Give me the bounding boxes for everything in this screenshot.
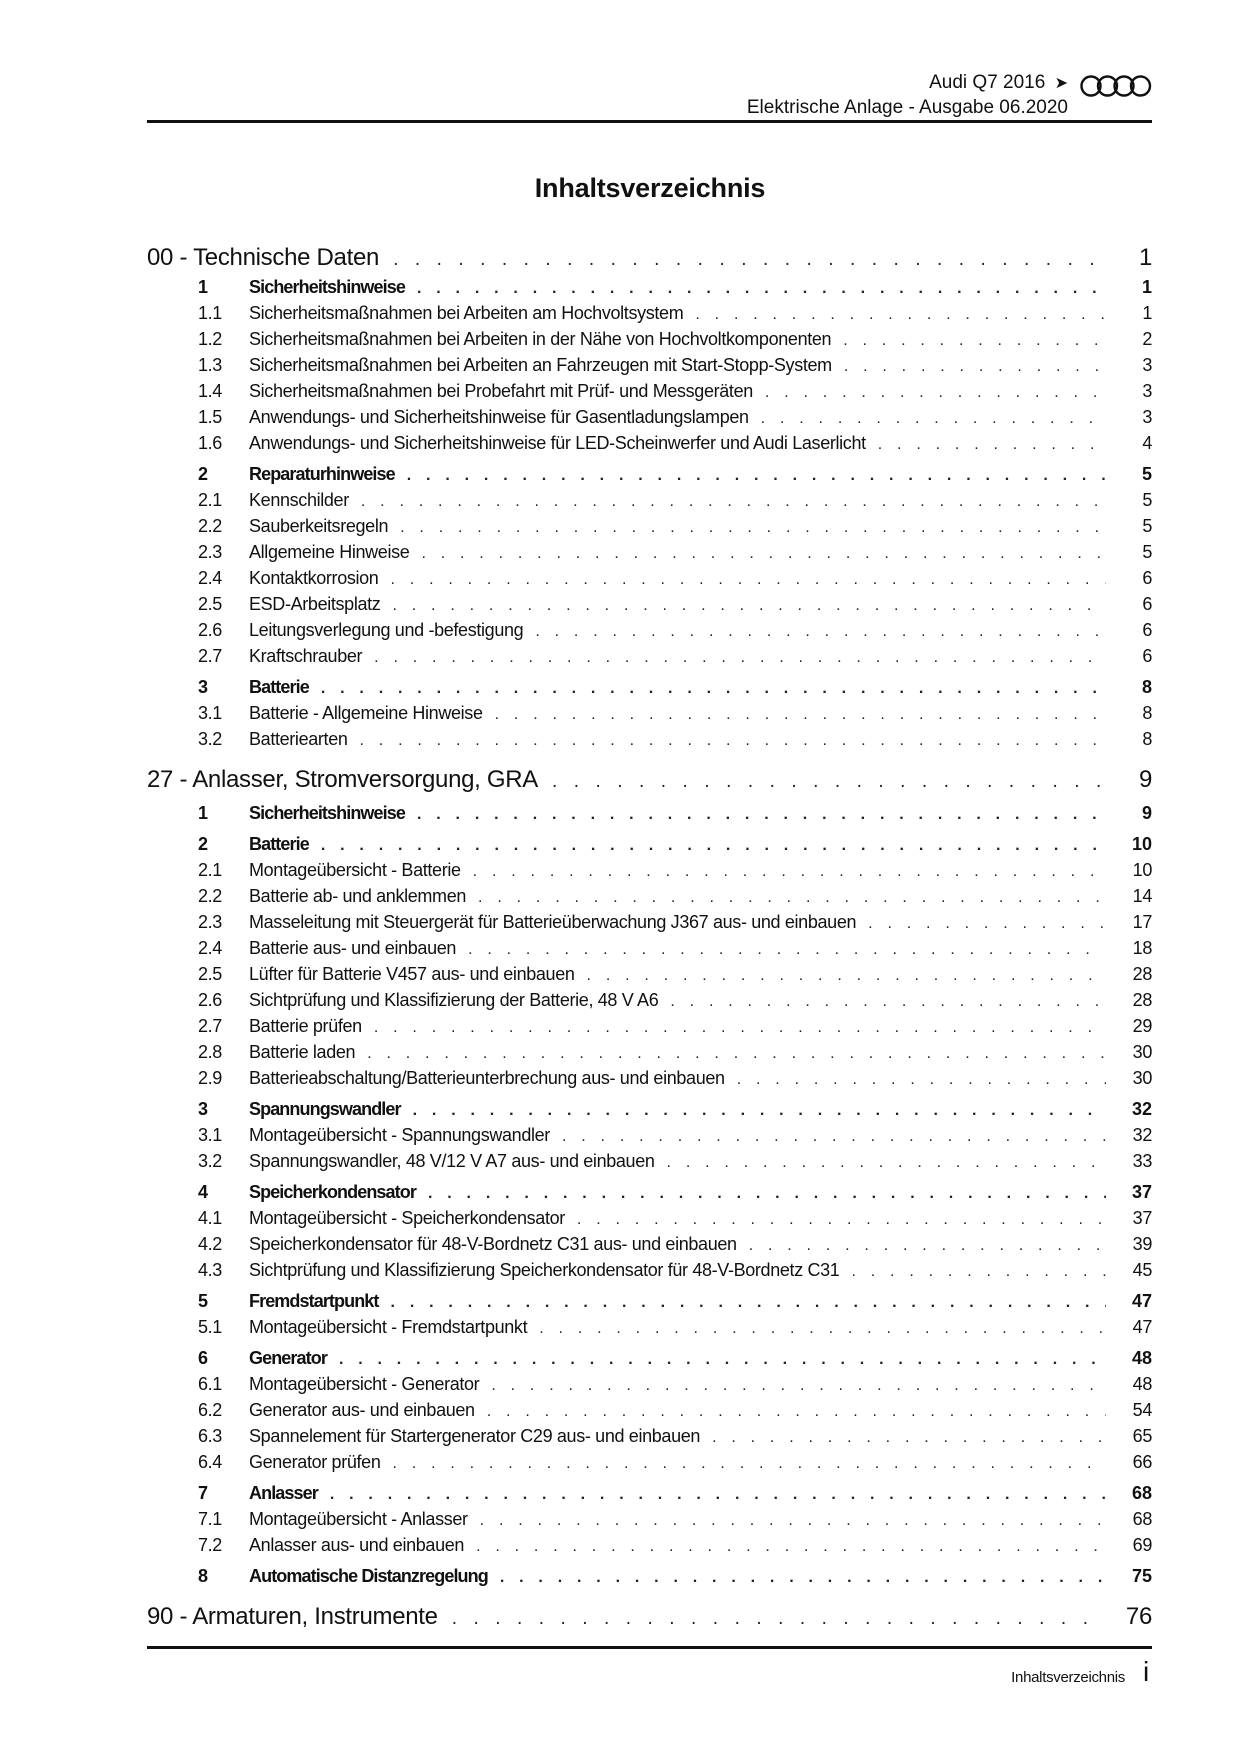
toc-entry-title: Speicherkondensator für 48-V-Bordnetz C31 aus- und einbauen	[249, 1231, 749, 1257]
toc-entry-number: 4.1	[198, 1208, 222, 1228]
toc-entry-number: 1	[198, 277, 209, 297]
dot-leader	[321, 676, 1106, 700]
toc-page-number: 48	[1132, 1374, 1152, 1394]
toc-page-number: 47	[1132, 1317, 1152, 1337]
toc-entry-title: Anwendungs- und Sicherheitshinweise für LED-Scheinwerfer und Audi Laserlicht	[249, 430, 878, 456]
toc-entry-title: Kontaktkorrosion	[249, 565, 390, 591]
toc-entry-title: Batterie aus- und einbauen	[249, 935, 468, 961]
toc-page-number: 68	[1131, 1483, 1152, 1503]
toc-chapter-title: 90 - Armaturen, Instrumente	[147, 1602, 452, 1632]
dot-leader	[552, 767, 1102, 795]
toc-entry-title: Sichtprüfung und Klassifizierung der Batterie, 48 V A6	[249, 987, 670, 1013]
toc-entry-title: Batterie	[249, 674, 321, 700]
toc-entry-number: 2.7	[198, 646, 222, 666]
toc-section[interactable]	[147, 274, 1152, 300]
toc-entry-title: Sicherheitshinweise	[249, 274, 417, 300]
toc-page-number: 39	[1132, 1234, 1152, 1254]
toc-entry-number: 1.5	[198, 407, 222, 427]
toc-subsection[interactable]	[147, 300, 1152, 326]
toc-entry-title: Batterie - Allgemeine Hinweise	[249, 700, 495, 726]
dot-leader	[374, 645, 1106, 669]
toc-entry-title: Batterie prüfen	[249, 1013, 374, 1039]
toc-entry-title: Generator	[249, 1345, 339, 1371]
toc-subsection[interactable]	[147, 487, 1152, 513]
toc-subsection[interactable]	[147, 1231, 1152, 1257]
toc-entry-title: Fremdstartpunkt	[249, 1288, 391, 1314]
toc-subsection[interactable]	[147, 643, 1152, 669]
toc-page-number: 14	[1132, 886, 1152, 906]
toc-entry-title: Allgemeine Hinweise	[249, 539, 421, 565]
toc-entry-number: 6	[198, 1348, 209, 1368]
toc-subsection[interactable]	[147, 1039, 1152, 1065]
toc-entry-number: 7	[198, 1483, 209, 1503]
toc-entry-number: 3.2	[198, 729, 222, 749]
toc-entry-number: 2.2	[198, 516, 222, 536]
toc-subsection[interactable]	[147, 378, 1152, 404]
dot-leader	[500, 1565, 1106, 1589]
dot-leader	[535, 619, 1106, 643]
toc-subsection[interactable]	[147, 1257, 1152, 1283]
toc-subsection[interactable]	[147, 591, 1152, 617]
toc-entry-number: 2	[198, 464, 209, 484]
toc-page-number: 32	[1131, 1099, 1152, 1119]
toc-page-number: 5	[1142, 542, 1152, 562]
table-of-contents	[147, 243, 1152, 1632]
toc-subsection[interactable]	[147, 352, 1152, 378]
toc-page-number: 32	[1132, 1125, 1152, 1145]
toc-subsection[interactable]	[147, 513, 1152, 539]
dot-leader	[480, 1508, 1106, 1532]
toc-entry-title: Batterie	[249, 831, 321, 857]
toc-subsection[interactable]	[147, 1122, 1152, 1148]
toc-page-number: 10	[1132, 860, 1152, 880]
toc-entry-number: 5	[198, 1291, 209, 1311]
dot-leader	[478, 885, 1106, 909]
page-header	[147, 60, 1152, 122]
header-model-text: Audi Q7 2016	[929, 72, 1046, 93]
toc-page-number: 76	[1125, 1603, 1152, 1630]
toc-page-number: 1	[1142, 303, 1152, 323]
toc-chapter-title: 27 - Anlasser, Stromversorgung, GRA	[147, 765, 552, 795]
toc-entry-title: Sicherheitsmaßnahmen bei Probefahrt mit Prüf- und Messgeräten	[249, 378, 765, 404]
toc-entry-title: Anlasser	[249, 1480, 330, 1506]
toc-subsection[interactable]	[147, 404, 1152, 430]
toc-entry-number: 1	[198, 803, 209, 823]
toc-page-number: 10	[1131, 834, 1152, 854]
dot-leader	[476, 1534, 1106, 1558]
toc-entry-title: Montageübersicht - Fremdstartpunkt	[249, 1314, 539, 1340]
toc-entry-number: 3.1	[198, 703, 222, 723]
toc-subsection[interactable]	[147, 909, 1152, 935]
toc-section[interactable]	[147, 800, 1152, 826]
dot-leader	[712, 1425, 1106, 1449]
toc-entry-number: 6.4	[198, 1452, 222, 1472]
toc-subsection[interactable]	[147, 1371, 1152, 1397]
toc-entry-number: 1.6	[198, 433, 222, 453]
toc-entry-title: Batterie laden	[249, 1039, 367, 1065]
dot-leader	[868, 911, 1106, 935]
toc-entry-number: 2	[198, 834, 209, 854]
toc-page-number: 37	[1131, 1182, 1152, 1202]
toc-entry-title: Batterie ab- und anklemmen	[249, 883, 478, 909]
toc-page-number: 3	[1142, 407, 1152, 427]
toc-entry-number: 2.7	[198, 1016, 222, 1036]
dot-leader	[367, 1041, 1106, 1065]
toc-entry-title: Montageübersicht - Anlasser	[249, 1506, 480, 1532]
toc-page-number: 37	[1132, 1208, 1152, 1228]
toc-subsection[interactable]	[147, 565, 1152, 591]
toc-page-number: 6	[1142, 568, 1152, 588]
toc-page-number: 30	[1132, 1042, 1152, 1062]
toc-page-number: 66	[1132, 1452, 1152, 1472]
toc-entry-title: Reparaturhinweise	[249, 461, 407, 487]
toc-section[interactable]	[147, 831, 1152, 857]
toc-entry-title: Spannelement für Startergenerator C29 aus- und einbauen	[249, 1423, 712, 1449]
footer-page-number: i	[1143, 1656, 1150, 1687]
toc-page-number: 18	[1132, 938, 1152, 958]
toc-page-number: 69	[1132, 1535, 1152, 1555]
toc-entry-number: 5.1	[198, 1317, 222, 1337]
dot-leader	[392, 593, 1106, 617]
toc-entry-title: Sauberkeitsregeln	[249, 513, 400, 539]
toc-chapter[interactable]	[147, 243, 1152, 273]
dot-leader	[878, 432, 1106, 456]
toc-subsection[interactable]	[147, 539, 1152, 565]
toc-entry-number: 1.1	[198, 303, 222, 323]
toc-subsection[interactable]	[147, 617, 1152, 643]
toc-entry-title: Sicherheitshinweise	[249, 800, 417, 826]
dot-leader	[737, 1067, 1106, 1091]
toc-page-number: 28	[1132, 990, 1152, 1010]
toc-entry-number: 2.5	[198, 594, 222, 614]
toc-subsection[interactable]	[147, 1148, 1152, 1174]
toc-subsection[interactable]	[147, 1065, 1152, 1091]
toc-entry-number: 2.9	[198, 1068, 222, 1088]
toc-page-number: 8	[1141, 677, 1152, 697]
dot-leader	[400, 515, 1106, 539]
toc-entry-title: Generator prüfen	[249, 1449, 392, 1475]
toc-entry-title: ESD-Arbeitsplatz	[249, 591, 392, 617]
toc-subsection[interactable]	[147, 1013, 1152, 1039]
toc-page-number: 54	[1132, 1400, 1152, 1420]
toc-subsection[interactable]	[147, 1532, 1152, 1558]
toc-entry-number: 2.5	[198, 964, 222, 984]
toc-entry-number: 4	[198, 1182, 209, 1202]
toc-page-number: 6	[1142, 620, 1152, 640]
dot-leader	[495, 702, 1106, 726]
toc-page-number: 28	[1132, 964, 1152, 984]
toc-section[interactable]	[147, 1563, 1152, 1589]
footer-rule	[147, 1646, 1152, 1649]
toc-entry-number: 8	[198, 1566, 209, 1586]
toc-subsection[interactable]	[147, 1423, 1152, 1449]
toc-entry-number: 2.4	[198, 568, 222, 588]
dot-leader	[562, 1124, 1106, 1148]
toc-entry-title: Batteriearten	[249, 726, 360, 752]
toc-entry-title: Kraftschrauber	[249, 643, 374, 669]
toc-entry-number: 2.6	[198, 620, 222, 640]
toc-page-number: 5	[1142, 490, 1152, 510]
toc-entry-number: 6.1	[198, 1374, 222, 1394]
toc-section[interactable]	[147, 461, 1152, 487]
toc-entry-title: Leitungsverlegung und -befestigung	[249, 617, 535, 643]
dot-leader	[587, 963, 1106, 987]
toc-page-number: 8	[1142, 729, 1152, 749]
toc-chapter[interactable]	[147, 1602, 1152, 1632]
dot-leader	[417, 276, 1106, 300]
toc-entry-title: Speicherkondensator	[249, 1179, 428, 1205]
toc-subsection[interactable]	[147, 1506, 1152, 1532]
toc-entry-number: 2.4	[198, 938, 222, 958]
toc-subsection[interactable]	[147, 1449, 1152, 1475]
toc-page-number: 6	[1142, 594, 1152, 614]
toc-page-number: 2	[1142, 329, 1152, 349]
toc-entry-number: 1.3	[198, 355, 222, 375]
toc-page-number: 45	[1132, 1260, 1152, 1280]
dot-leader	[761, 406, 1106, 430]
toc-entry-number: 2.3	[198, 912, 222, 932]
toc-subsection[interactable]	[147, 430, 1152, 456]
toc-entry-number: 2.8	[198, 1042, 222, 1062]
toc-page-number: 68	[1132, 1509, 1152, 1529]
dot-leader	[392, 1451, 1106, 1475]
dot-leader	[361, 489, 1106, 513]
toc-subsection[interactable]	[147, 700, 1152, 726]
dot-leader	[390, 567, 1106, 591]
toc-page-number: 6	[1142, 646, 1152, 666]
toc-entry-title: Spannungswandler	[249, 1096, 413, 1122]
toc-chapter[interactable]	[147, 765, 1152, 795]
dot-leader	[468, 937, 1106, 961]
toc-page-number: 17	[1132, 912, 1152, 932]
dot-leader	[330, 1482, 1106, 1506]
toc-entry-title: Generator aus- und einbauen	[249, 1397, 487, 1423]
toc-subsection[interactable]	[147, 935, 1152, 961]
footer-label: Inhaltsverzeichnis	[1011, 1669, 1125, 1686]
dot-leader	[339, 1347, 1106, 1371]
toc-entry-title: Anwendungs- und Sicherheitshinweise für Gasentladungslampen	[249, 404, 761, 430]
page-title: Inhaltsverzeichnis	[534, 173, 766, 203]
dot-leader	[473, 859, 1106, 883]
header-rule	[147, 120, 1152, 123]
toc-entry-title: Montageübersicht - Speicherkondensator	[249, 1205, 577, 1231]
header-model	[929, 72, 1068, 95]
toc-entry-number: 1.2	[198, 329, 222, 349]
toc-page-number: 9	[1141, 803, 1152, 823]
dot-leader	[360, 728, 1106, 752]
toc-entry-number: 7.2	[198, 1535, 222, 1555]
dot-leader	[393, 245, 1102, 273]
toc-entry-number: 3.1	[198, 1125, 222, 1145]
toc-entry-number: 2.6	[198, 990, 222, 1010]
dot-leader	[670, 989, 1106, 1013]
dot-leader	[765, 380, 1106, 404]
toc-page-number: 30	[1132, 1068, 1152, 1088]
toc-entry-number: 3	[198, 1099, 209, 1119]
toc-page-number: 5	[1142, 516, 1152, 536]
dot-leader	[539, 1316, 1106, 1340]
toc-entry-number: 2.1	[198, 860, 222, 880]
toc-subsection[interactable]	[147, 1205, 1152, 1231]
dot-leader	[667, 1150, 1106, 1174]
dot-leader	[417, 802, 1106, 826]
toc-page-number: 33	[1132, 1151, 1152, 1171]
header-subtitle: Elektrische Anlage - Ausgabe 06.2020	[746, 97, 1068, 118]
toc-entry-title: Sicherheitsmaßnahmen bei Arbeiten an Fahrzeugen mit Start-Stopp-System	[249, 352, 844, 378]
dot-leader	[407, 463, 1106, 487]
dot-leader	[421, 541, 1106, 565]
toc-entry-number: 4.2	[198, 1234, 222, 1254]
toc-entry-title: Kennschilder	[249, 487, 361, 513]
toc-entry-title: Sicherheitsmaßnahmen bei Arbeiten am Hochvoltsystem	[249, 300, 695, 326]
toc-chapter-title: 00 - Technische Daten	[147, 243, 393, 273]
toc-page-number: 4	[1142, 433, 1152, 453]
audi-rings-icon	[1080, 74, 1152, 98]
dot-leader	[695, 302, 1106, 326]
toc-entry-title: Lüfter für Batterie V457 aus- und einbauen	[249, 961, 587, 987]
toc-entry-title: Automatische Distanzregelung	[249, 1563, 500, 1589]
dot-leader	[851, 1259, 1106, 1283]
dot-leader	[749, 1233, 1106, 1257]
dot-leader	[321, 833, 1106, 857]
toc-subsection[interactable]	[147, 326, 1152, 352]
toc-entry-number: 2.1	[198, 490, 222, 510]
toc-entry-title: Sicherheitsmaßnahmen bei Arbeiten in der Nähe von Hochvoltkomponenten	[249, 326, 843, 352]
toc-page-number: 5	[1141, 464, 1152, 484]
toc-entry-number: 2.3	[198, 542, 222, 562]
toc-subsection[interactable]	[147, 726, 1152, 752]
toc-entry-title: Spannungswandler, 48 V/12 V A7 aus- und einbauen	[249, 1148, 667, 1174]
toc-subsection[interactable]	[147, 1397, 1152, 1423]
toc-entry-number: 3.2	[198, 1151, 222, 1171]
toc-section[interactable]	[147, 1179, 1152, 1205]
toc-entry-number: 6.2	[198, 1400, 222, 1420]
toc-entry-title: Montageübersicht - Spannungswandler	[249, 1122, 562, 1148]
toc-section[interactable]	[147, 674, 1152, 700]
toc-subsection[interactable]	[147, 961, 1152, 987]
toc-page-number: 47	[1131, 1291, 1152, 1311]
toc-page-number: 3	[1142, 355, 1152, 375]
toc-page-number: 75	[1131, 1566, 1152, 1586]
toc-entry-number: 2.2	[198, 886, 222, 906]
toc-subsection[interactable]	[147, 883, 1152, 909]
toc-entry-title: Masseleitung mit Steuergerät für Batterieüberwachung J367 aus- und einbauen	[249, 909, 868, 935]
toc-section[interactable]	[147, 1480, 1152, 1506]
dot-leader	[491, 1373, 1106, 1397]
toc-section[interactable]	[147, 1288, 1152, 1314]
toc-page-number: 9	[1138, 766, 1152, 793]
toc-page-number: 65	[1132, 1426, 1152, 1446]
toc-entry-title: Montageübersicht - Generator	[249, 1371, 491, 1397]
toc-subsection[interactable]	[147, 987, 1152, 1013]
toc-page-number: 1	[1138, 244, 1152, 271]
toc-entry-number: 3	[198, 677, 209, 697]
toc-entry-title: Montageübersicht - Batterie	[249, 857, 473, 883]
toc-section[interactable]	[147, 1345, 1152, 1371]
toc-page-number: 48	[1131, 1348, 1152, 1368]
toc-subsection[interactable]	[147, 857, 1152, 883]
toc-section[interactable]	[147, 1096, 1152, 1122]
toc-page-number: 29	[1132, 1016, 1152, 1036]
toc-entry-number: 6.3	[198, 1426, 222, 1446]
dot-leader	[413, 1098, 1106, 1122]
arrow-right-icon: ➤	[1054, 75, 1068, 92]
dot-leader	[577, 1207, 1106, 1231]
toc-entry-title: Batterieabschaltung/Batterieunterbrechung aus- und einbauen	[249, 1065, 737, 1091]
toc-entry-number: 4.3	[198, 1260, 222, 1280]
dot-leader	[487, 1399, 1106, 1423]
toc-entry-number: 7.1	[198, 1509, 222, 1529]
toc-page-number: 1	[1141, 277, 1152, 297]
dot-leader	[452, 1604, 1102, 1632]
dot-leader	[391, 1290, 1106, 1314]
dot-leader	[843, 328, 1106, 352]
toc-subsection[interactable]	[147, 1314, 1152, 1340]
toc-page-number: 3	[1142, 381, 1152, 401]
dot-leader	[428, 1181, 1106, 1205]
toc-entry-title: Anlasser aus- und einbauen	[249, 1532, 476, 1558]
dot-leader	[374, 1015, 1106, 1039]
toc-entry-number: 1.4	[198, 381, 222, 401]
dot-leader	[844, 354, 1106, 378]
toc-entry-title: Sichtprüfung und Klassifizierung Speicherkondensator für 48-V-Bordnetz C31	[249, 1257, 851, 1283]
toc-page-number: 8	[1142, 703, 1152, 723]
